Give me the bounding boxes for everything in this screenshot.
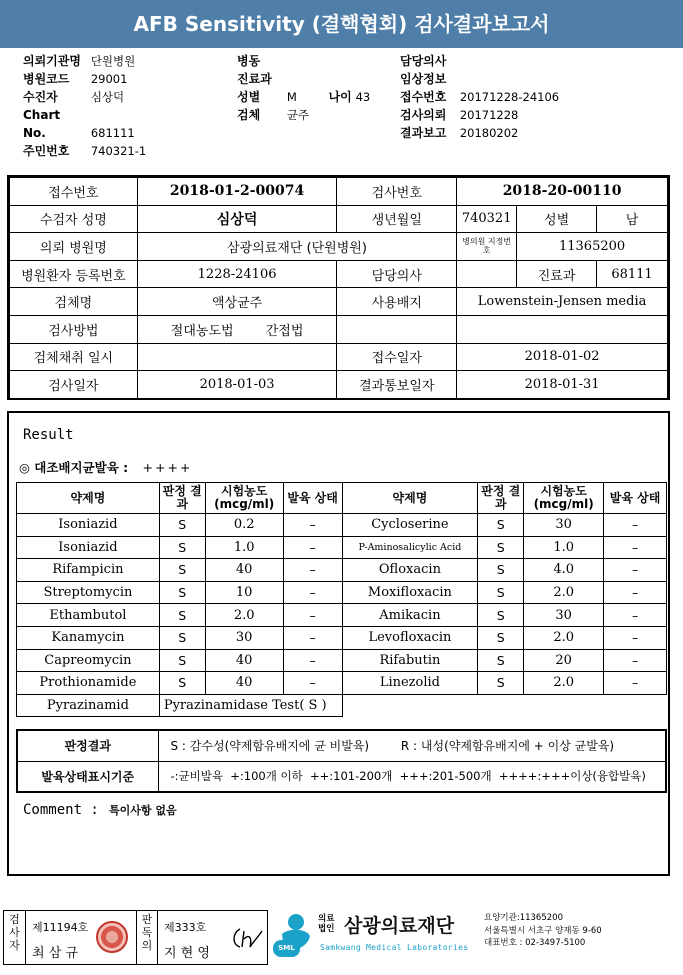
right-growth-cell: –: [604, 672, 667, 695]
left-judge-cell: S: [159, 559, 205, 582]
ssn-label: 주민번호: [23, 144, 70, 158]
request-date: 20171228: [459, 108, 519, 122]
patient-name: 심상덕: [90, 90, 125, 104]
left-growth-cell: –: [283, 672, 342, 695]
judge-legend-r: R : 내성(약제함유배지에 + 이상 균발육): [400, 739, 615, 754]
judge-legend-s: S : 감수성(약제함유배지에 균 비발육): [170, 739, 370, 754]
specimen-label: 검체: [237, 108, 261, 122]
right-drug-cell: Linezolid: [342, 672, 478, 695]
specimen-label: 검체명: [10, 288, 138, 316]
pza-blank: [342, 694, 666, 717]
right-conc-cell: 4.0: [524, 559, 604, 582]
org-prefix: [318, 914, 334, 934]
inspector-label-text: 검사자: [9, 913, 20, 952]
pza-drug: Pyrazinamid: [17, 694, 160, 717]
header-col3: [400, 52, 559, 142]
table-row: [17, 649, 667, 672]
sex-label: 성별: [237, 90, 261, 104]
right-growth-cell: –: [604, 581, 667, 604]
right-growth-cell: –: [604, 536, 667, 559]
table-row: [17, 672, 667, 695]
logo-badge: SML: [273, 940, 300, 957]
medium-value: Lowenstein-Jensen media: [457, 288, 668, 316]
org-address: 서울특별시 서초구 양재동 9-60: [484, 925, 602, 936]
left-growth-cell: –: [283, 559, 342, 582]
left-drug-cell: Isoniazid: [17, 514, 160, 537]
report-date: 20180202: [459, 126, 519, 140]
judge-legend: [158, 730, 666, 761]
right-judge-cell: S: [478, 559, 524, 582]
judge-name: 지 현 영: [164, 946, 210, 961]
accept-value: 2018-01-02: [457, 343, 668, 371]
method-label: 검사방법: [10, 315, 138, 343]
drug-table: [16, 482, 667, 717]
left-growth-cell: –: [283, 626, 342, 649]
legend-table: [16, 729, 667, 793]
birth-label: 생년월일: [337, 205, 457, 233]
right-judge-cell: S: [478, 604, 524, 627]
info-table-frame: [7, 175, 670, 400]
left-conc-cell: 1.0: [205, 536, 283, 559]
sex-value: M: [286, 90, 297, 104]
left-drug-cell: Isoniazid: [17, 536, 160, 559]
accept-no-label: 접수번호: [400, 90, 447, 104]
right-drug-cell: Moxifloxacin: [342, 581, 478, 604]
request-label: 검사의뢰: [400, 108, 447, 122]
sex-label: 성별: [517, 205, 597, 233]
header-conc: 시험농도 (mcg/ml): [205, 483, 283, 514]
table-row: [17, 604, 667, 627]
ward-label: 병동: [237, 54, 261, 68]
left-conc-cell: 40: [205, 559, 283, 582]
left-drug-cell: Streptomycin: [17, 581, 160, 604]
hospital-code-label: 병의원 지정번호: [457, 233, 517, 261]
right-growth-cell: –: [604, 604, 667, 627]
control-label: ◎ 대조배지균발육 :: [19, 460, 129, 475]
header-col1: [23, 52, 146, 160]
right-drug-cell: Cycloserine: [342, 514, 478, 537]
receipt-no-label: 접수번호: [10, 178, 138, 206]
right-drug-cell: Ofloxacin: [342, 559, 478, 582]
left-judge-cell: S: [159, 581, 205, 604]
ssn: 740321-1: [90, 144, 147, 158]
hospital-label: 의뢰 병원명: [10, 233, 138, 261]
right-conc-cell: 20: [524, 649, 604, 672]
org-code: 요양기관:11365200: [484, 913, 563, 923]
left-judge-cell: S: [159, 604, 205, 627]
birth-value: 740321: [457, 205, 517, 233]
specimen-value: 균주: [286, 108, 310, 122]
reg-label: 병원환자 등록번호: [10, 260, 138, 288]
method-empty: [337, 315, 457, 343]
reg-value: 1228-24106: [137, 260, 337, 288]
left-judge-cell: S: [159, 649, 205, 672]
org-name: 삼광의료재단: [344, 915, 455, 937]
growth-legend-label: 발육상태표시기준: [17, 761, 158, 792]
right-growth-cell: –: [604, 514, 667, 537]
method-value: [137, 315, 337, 343]
dept-value: 68111: [597, 260, 668, 288]
right-drug-cell: Amikacin: [342, 604, 478, 627]
header-judge: 판정 결과: [159, 483, 205, 514]
receipt-no: 2018-01-2-00074: [137, 178, 337, 206]
judge-label-text: 판독의: [141, 913, 153, 952]
test-no: 2018-20-00110: [457, 178, 668, 206]
right-drug-cell: P-Aminosalicylic Acid: [342, 536, 478, 559]
left-growth-cell: –: [283, 604, 342, 627]
patient-label: 수진자: [23, 90, 58, 104]
control-growth: [19, 458, 192, 476]
right-judge-cell: S: [478, 536, 524, 559]
accept-label: 접수일자: [337, 343, 457, 371]
chart-no: 681111: [90, 126, 135, 140]
table-row: [17, 514, 667, 537]
report-date-value: 2018-01-31: [457, 371, 668, 399]
comment-label: Comment :: [23, 802, 99, 818]
control-value: ++++: [142, 460, 193, 475]
method-2: 간접법: [265, 323, 304, 339]
right-drug-cell: Rifabutin: [342, 649, 478, 672]
result-title: Result: [23, 427, 74, 443]
specimen-value: 액상균주: [137, 288, 337, 316]
header-growth-2: 발육 상태: [604, 483, 667, 514]
right-judge-cell: S: [478, 672, 524, 695]
age-label: 나이: [328, 90, 352, 104]
result-frame: [7, 411, 670, 876]
doctor-label: 담당의사: [337, 260, 457, 288]
right-conc-cell: 2.0: [524, 581, 604, 604]
org-prefix-2: 법인: [318, 924, 335, 934]
collect-label: 검체채취 일시: [10, 343, 138, 371]
collect-value: [137, 343, 337, 371]
method-empty-2: [457, 315, 668, 343]
right-growth-cell: –: [604, 559, 667, 582]
inspector-label: [4, 911, 26, 964]
right-conc-cell: 30: [524, 604, 604, 627]
left-growth-cell: –: [283, 581, 342, 604]
testdate-label: 검사일자: [10, 371, 138, 399]
method-1: 절대농도법: [170, 323, 234, 339]
growth-legend: -:균비발육 +:100개 이하 ++:101-200개 +++:201-500개 ++++:+++이상(융합발육): [158, 761, 666, 792]
hosp-code-label: 병원코드: [23, 72, 70, 86]
patient-label: 수검자 성명: [10, 205, 138, 233]
left-conc-cell: 40: [205, 649, 283, 672]
right-judge-cell: S: [478, 514, 524, 537]
right-conc-cell: 1.0: [524, 536, 604, 559]
age-value: 43: [355, 90, 371, 104]
right-judge-cell: S: [478, 649, 524, 672]
org-eng: Samkwang Medical Laboratories: [320, 943, 469, 952]
doctor-value: [457, 260, 517, 288]
right-judge-cell: S: [478, 626, 524, 649]
sex-value: 남: [597, 205, 668, 233]
drug-rows: [17, 514, 667, 695]
inspector-name: 최 삼 규: [32, 946, 78, 961]
medium-label: 사용배지: [337, 288, 457, 316]
left-growth-cell: –: [283, 536, 342, 559]
left-drug-cell: Capreomycin: [17, 649, 160, 672]
testdate-value: 2018-01-03: [137, 371, 337, 399]
left-conc-cell: 0.2: [205, 514, 283, 537]
right-judge-cell: S: [478, 581, 524, 604]
org-info: [484, 912, 602, 950]
header-drug: 약제명: [17, 483, 160, 514]
hospital-code: 11365200: [517, 233, 668, 261]
hospital-name: 삼광의료재단 (단원병원): [137, 233, 456, 261]
patient-name: 심상덕: [137, 205, 337, 233]
clinical-label: 임상정보: [400, 72, 447, 86]
table-row: [17, 559, 667, 582]
right-conc-cell: 30: [524, 514, 604, 537]
left-judge-cell: S: [159, 536, 205, 559]
header-conc-2: 시험농도 (mcg/ml): [524, 483, 604, 514]
chart-no-label: Chart No.: [23, 108, 61, 140]
accept-no: 20171228-24106: [459, 90, 560, 104]
comment-value: 특이사항 없음: [109, 804, 177, 817]
left-conc-cell: 10: [205, 581, 283, 604]
org-logo: [270, 910, 320, 965]
report-date-label: 결과통보일자: [337, 371, 457, 399]
seal-stamp: [96, 921, 128, 953]
left-drug-cell: Prothionamide: [17, 672, 160, 695]
org-phone: 대표번호 : 02-3497-5100: [484, 938, 586, 948]
left-judge-cell: S: [159, 514, 205, 537]
inspector-no: 제11194호: [32, 921, 89, 934]
signature-image: [230, 925, 264, 951]
left-judge-cell: S: [159, 626, 205, 649]
right-growth-cell: –: [604, 649, 667, 672]
header-col2: [237, 52, 370, 124]
right-conc-cell: 2.0: [524, 672, 604, 695]
left-conc-cell: 30: [205, 626, 283, 649]
report-label: 결과보고: [400, 126, 447, 140]
comment: [23, 802, 177, 818]
hosp-name: 단원병원: [90, 54, 136, 68]
judge-no: 제333호: [164, 921, 207, 934]
dept-label: 진료과: [517, 260, 597, 288]
left-growth-cell: –: [283, 649, 342, 672]
dept-label: 진료과: [237, 72, 272, 86]
judge-legend-label: 판정결과: [17, 730, 158, 761]
table-row: [17, 581, 667, 604]
pza-result: Pyrazinamidase Test( S ): [159, 694, 342, 717]
judge-label: [136, 911, 158, 964]
doctor-label: 담당의사: [400, 54, 447, 68]
left-judge-cell: S: [159, 672, 205, 695]
left-drug-cell: Kanamycin: [17, 626, 160, 649]
hosp-name-label: 의뢰기관명: [23, 54, 81, 68]
org-prefix-1: 의료: [318, 914, 335, 924]
left-conc-cell: 40: [205, 672, 283, 695]
info-table: [9, 177, 668, 399]
signature-box: [3, 910, 268, 965]
left-conc-cell: 2.0: [205, 604, 283, 627]
left-drug-cell: Rifampicin: [17, 559, 160, 582]
header-drug-2: 약제명: [342, 483, 478, 514]
right-conc-cell: 2.0: [524, 626, 604, 649]
header-growth: 발육 상태: [283, 483, 342, 514]
right-growth-cell: –: [604, 626, 667, 649]
table-row: [17, 536, 667, 559]
test-no-label: 검사번호: [337, 178, 457, 206]
hosp-code: 29001: [90, 72, 128, 86]
header-judge-2: 판정 결과: [478, 483, 524, 514]
table-row: [17, 626, 667, 649]
report-title: AFB Sensitivity (결핵협회) 검사결과보고서: [0, 0, 683, 48]
right-drug-cell: Levofloxacin: [342, 626, 478, 649]
left-growth-cell: –: [283, 514, 342, 537]
left-drug-cell: Ethambutol: [17, 604, 160, 627]
